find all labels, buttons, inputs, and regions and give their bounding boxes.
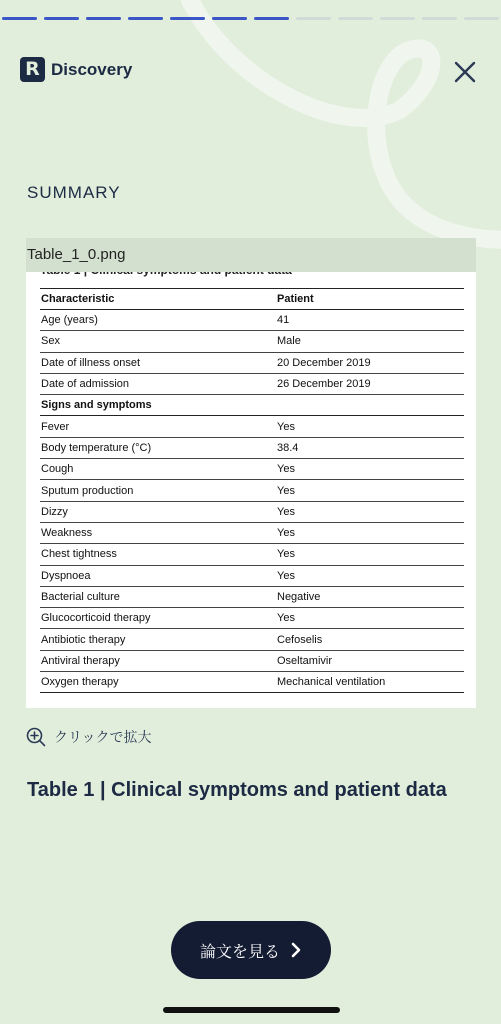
progress-segment xyxy=(128,17,163,20)
table-cell: Male xyxy=(277,335,301,348)
progress-segment xyxy=(170,17,205,20)
table-cell: Oseltamivir xyxy=(277,654,333,667)
table-cell: Mechanical ventilation xyxy=(277,676,386,689)
table-cell: 41 xyxy=(277,314,290,327)
view-paper-button[interactable] xyxy=(171,921,331,979)
table-cell: Cefoselis xyxy=(277,633,323,646)
table-cell: Glucocorticoid therapy xyxy=(41,612,151,625)
brand-name: Discovery xyxy=(51,59,133,79)
table-row xyxy=(40,310,464,331)
table-body xyxy=(40,310,464,693)
progress-segment xyxy=(338,17,373,20)
table-row xyxy=(40,331,464,352)
progress-segment xyxy=(86,17,121,20)
view-paper-label: 論文を見る xyxy=(199,941,280,961)
progress-segment xyxy=(422,17,457,20)
table-row xyxy=(40,523,464,544)
table-cell: Cough xyxy=(41,463,74,476)
table-content xyxy=(40,262,464,693)
zoom-hint-label: クリックで拡大 xyxy=(54,730,152,746)
image-filename: Table_1_0.png xyxy=(26,238,476,272)
table-row xyxy=(40,587,464,608)
table-cell: Yes xyxy=(277,420,295,433)
table-cell: 38.4 xyxy=(277,441,299,454)
story-progress-bar xyxy=(0,17,501,20)
table-cell: Fever xyxy=(41,420,70,433)
table-row xyxy=(40,672,464,693)
table-cell: Weakness xyxy=(41,527,93,540)
table-cell: Signs and symptoms xyxy=(41,399,152,412)
table-cell: Negative xyxy=(277,591,321,603)
table-row xyxy=(40,438,464,459)
table-header xyxy=(40,288,464,310)
table-cell: Yes xyxy=(277,527,295,540)
table-row xyxy=(40,480,464,501)
table-group-row xyxy=(40,395,464,416)
table-cell: Antibiotic therapy xyxy=(41,633,126,646)
table-cell: Date of admission xyxy=(41,378,130,391)
home-indicator[interactable] xyxy=(163,1007,340,1013)
table-row xyxy=(40,353,464,374)
progress-segment xyxy=(2,17,37,20)
progress-segment xyxy=(380,17,415,20)
progress-segment xyxy=(296,17,331,20)
brand-logo xyxy=(20,57,132,82)
close-icon xyxy=(452,59,478,85)
table-cell: Age (years) xyxy=(41,314,98,327)
table-row xyxy=(40,544,464,565)
table-cell: Dyspnoea xyxy=(41,569,91,582)
r-logo-icon: R xyxy=(20,57,45,82)
table-cell: Oxygen therapy xyxy=(41,676,119,689)
table-cell: 26 December 2019 xyxy=(277,378,371,391)
table-cell: Yes xyxy=(277,548,295,561)
table-cell: 20 December 2019 xyxy=(277,356,371,369)
table-cell: Chest tightness xyxy=(41,548,117,561)
table-cell: Yes xyxy=(277,463,295,476)
table-row xyxy=(40,566,464,587)
progress-segment xyxy=(212,17,247,20)
table-cell: Sputum production xyxy=(41,484,134,497)
table-cell: Date of illness onset xyxy=(41,356,141,369)
table-cell: Body temperature (°C) xyxy=(41,441,152,454)
chevron-right-icon xyxy=(290,942,302,958)
table-row xyxy=(40,651,464,672)
table-cell: Sex xyxy=(41,335,60,348)
progress-segment xyxy=(44,17,79,20)
section-title: SUMMARY xyxy=(27,183,121,202)
close-button[interactable] xyxy=(452,59,478,85)
table-cell: Bacterial culture xyxy=(41,591,120,603)
figure-title: Table 1 | Clinical symptoms and patient data xyxy=(27,779,447,801)
zoom-in-icon xyxy=(26,727,46,747)
progress-segment xyxy=(254,17,289,20)
progress-segment xyxy=(464,17,499,20)
table-row xyxy=(40,416,464,437)
column-header: Characteristic xyxy=(41,293,115,305)
column-header: Patient xyxy=(277,293,314,305)
table-cell: Dizzy xyxy=(41,505,68,518)
table-row xyxy=(40,459,464,480)
zoom-hint[interactable] xyxy=(26,727,151,747)
table-cell: Yes xyxy=(277,569,295,582)
table-cell: Yes xyxy=(277,612,295,625)
table-row xyxy=(40,608,464,629)
table-cell: Antiviral therapy xyxy=(41,654,120,667)
table-row xyxy=(40,502,464,523)
table-row xyxy=(40,374,464,395)
table-cell: Yes xyxy=(277,505,295,518)
table-cell: Yes xyxy=(277,484,295,497)
table-image[interactable] xyxy=(26,238,476,708)
table-row xyxy=(40,629,464,650)
